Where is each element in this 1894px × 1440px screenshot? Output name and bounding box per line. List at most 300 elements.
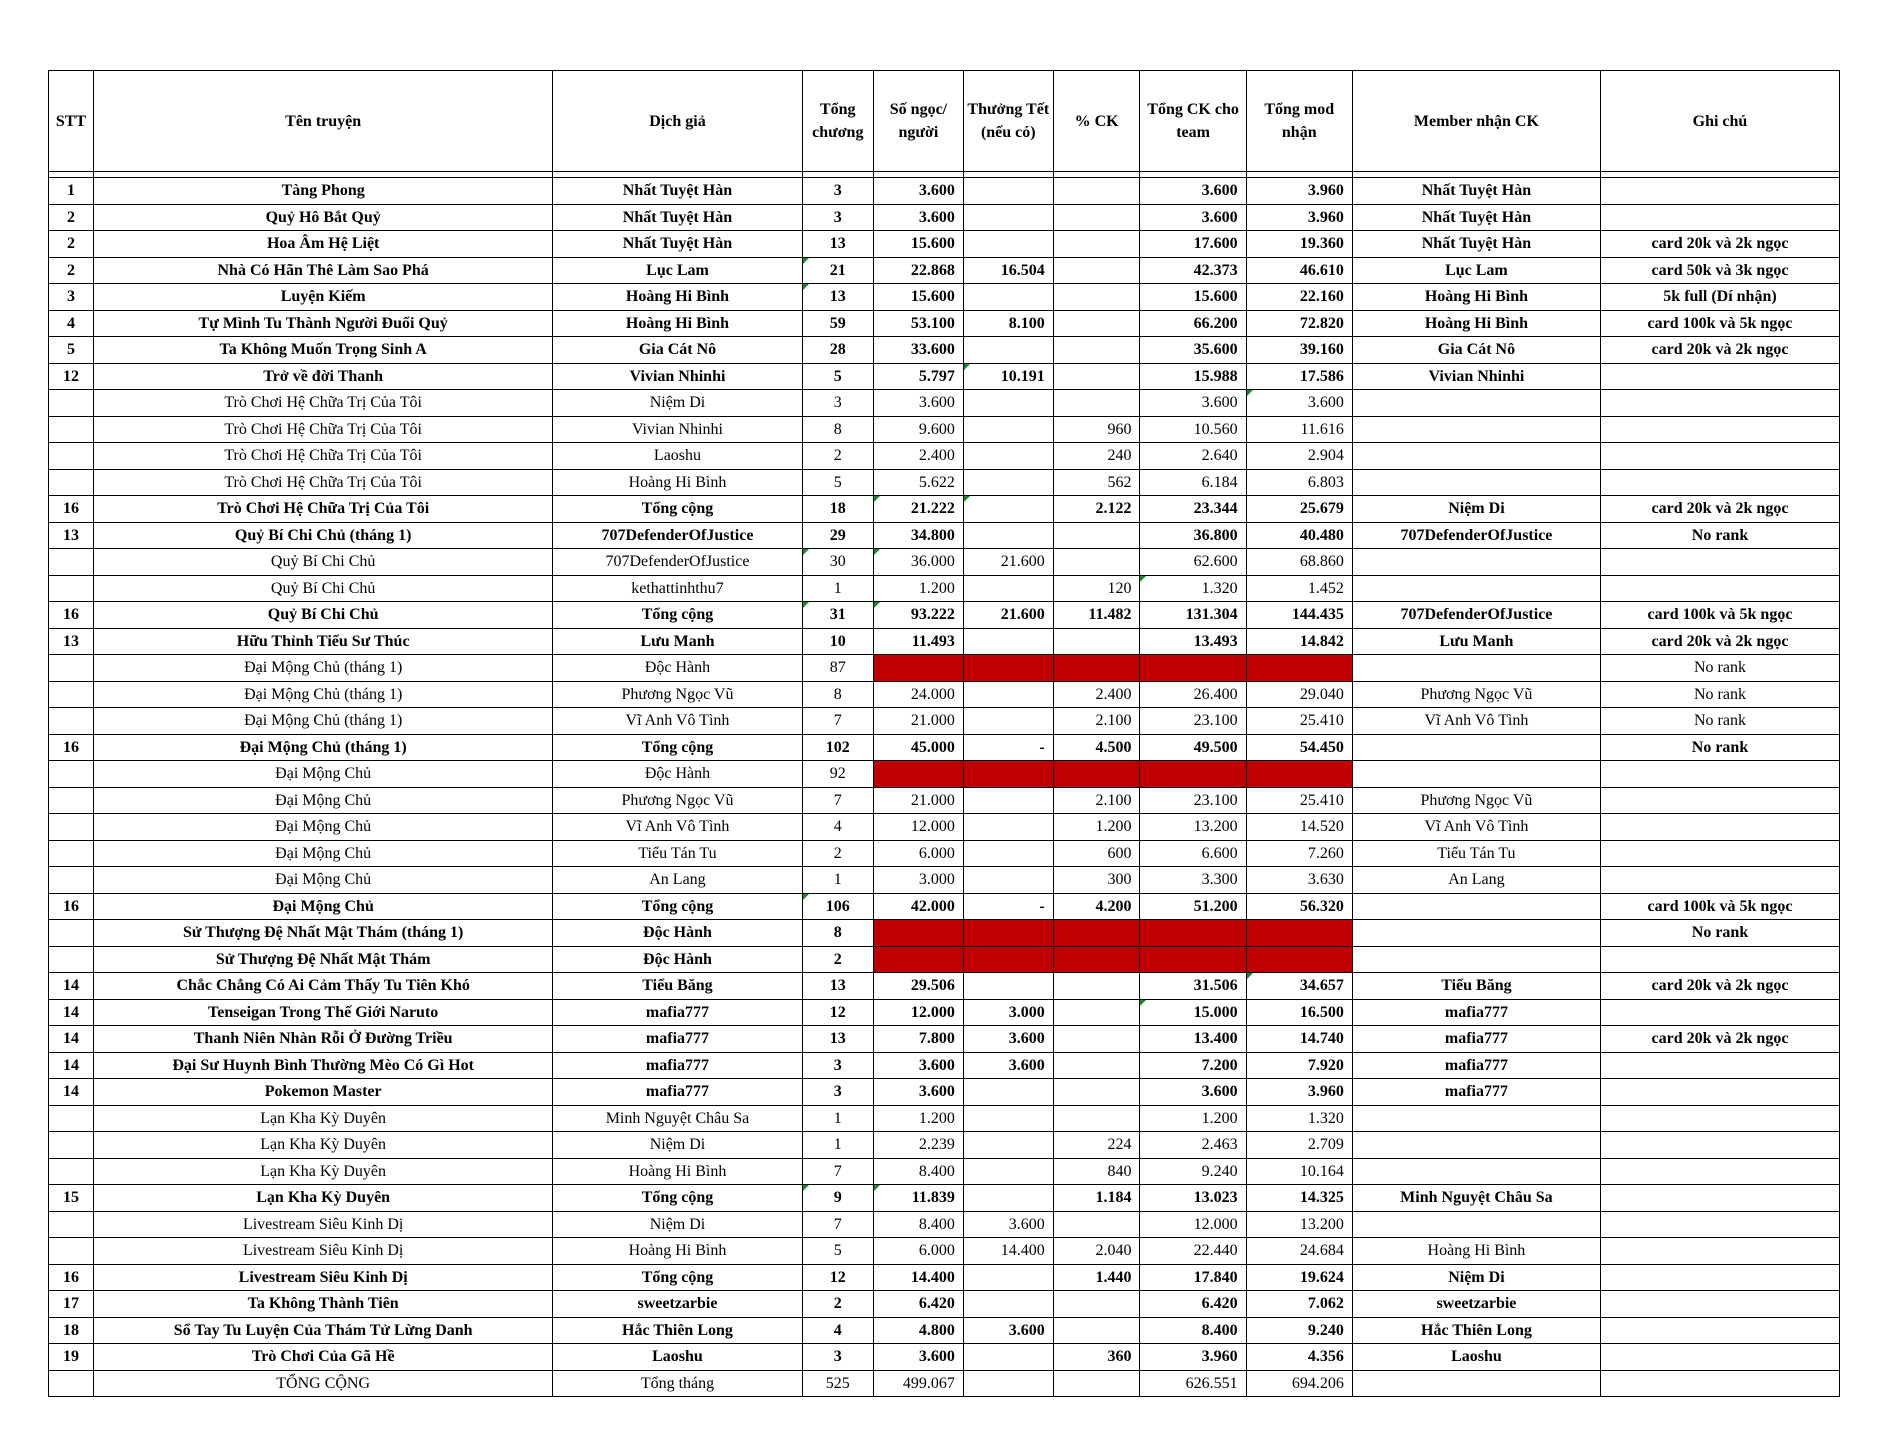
cell-chapters: 2 [802, 1291, 873, 1318]
cell-ck-percent: 840 [1053, 1158, 1140, 1185]
cell-team-total: 3.600 [1140, 390, 1246, 417]
cell-team-total [1140, 920, 1246, 947]
cell-chapters: 7 [802, 708, 873, 735]
cell-chapters: 5 [802, 1238, 873, 1265]
cell-title: Quỷ Bí Chi Chủ [93, 602, 552, 629]
cell-team-total: 13.400 [1140, 1026, 1246, 1053]
cell-ck-percent: 300 [1053, 867, 1140, 894]
cell-stt [49, 416, 94, 443]
cell-tet-bonus [963, 787, 1053, 814]
cell-ck-percent [1053, 549, 1140, 576]
cell-tet-bonus [963, 1132, 1053, 1159]
cell-mod-total: 4.356 [1246, 1344, 1352, 1371]
cell-tet-bonus [963, 681, 1053, 708]
cell-member [1352, 761, 1600, 788]
cell-tet-bonus [963, 443, 1053, 470]
cell-translator: 707DefenderOfJustice [553, 522, 802, 549]
cell-translator: mafia777 [553, 1079, 802, 1106]
cell-gems [874, 761, 964, 788]
cell-member: Vivian Nhinhi [1352, 363, 1600, 390]
cell-note: card 20k và 2k ngọc [1600, 973, 1839, 1000]
cell-chapters: 92 [802, 761, 873, 788]
cell-mod-total: 40.480 [1246, 522, 1352, 549]
cell-gems: 15.600 [874, 284, 964, 311]
table-row [49, 337, 1840, 364]
cell-mod-total: 39.160 [1246, 337, 1352, 364]
cell-mod-total: 22.160 [1246, 284, 1352, 311]
table-row [49, 867, 1840, 894]
cell-ck-percent [1053, 1026, 1140, 1053]
cell-chapters: 5 [802, 469, 873, 496]
header-mod-total: Tổng mod nhận [1246, 71, 1352, 172]
cell-team-total: 3.600 [1140, 178, 1246, 205]
table-row [49, 1317, 1840, 1344]
cell-translator: Hoàng Hi Bình [553, 1238, 802, 1265]
cell-translator: Hắc Thiên Long [553, 1317, 802, 1344]
cell-gems: 21.000 [874, 787, 964, 814]
cell-stt: 16 [49, 734, 94, 761]
cell-translator: Niệm Di [553, 390, 802, 417]
cell-member: mafia777 [1352, 1026, 1600, 1053]
header-member: Member nhận CK [1352, 71, 1600, 172]
cell-stt: 14 [49, 1079, 94, 1106]
cell-gems: 3.600 [874, 178, 964, 205]
cell-stt [49, 1238, 94, 1265]
cell-member: Phương Ngọc Vũ [1352, 787, 1600, 814]
cell-tet-bonus [963, 1344, 1053, 1371]
cell-title: Trò Chơi Hệ Chữa Trị Của Tôi [93, 390, 552, 417]
cell-title: Hoa Âm Hệ Liệt [93, 231, 552, 258]
cell-translator: Hoàng Hi Bình [553, 284, 802, 311]
cell-translator: Tổng cộng [553, 893, 802, 920]
cell-gems: 2.400 [874, 443, 964, 470]
cell-translator: Niệm Di [553, 1132, 802, 1159]
cell-chapters: 2 [802, 443, 873, 470]
cell-team-total: 36.800 [1140, 522, 1246, 549]
cell-stt [49, 787, 94, 814]
cell-note: card 100k và 5k ngọc [1600, 310, 1839, 337]
cell-stt: 16 [49, 893, 94, 920]
table-row [49, 231, 1840, 258]
cell-note [1600, 814, 1839, 841]
cell-tet-bonus [963, 761, 1053, 788]
cell-ck-percent [1053, 1317, 1140, 1344]
cell-gems: 34.800 [874, 522, 964, 549]
cell-translator: Laoshu [553, 443, 802, 470]
cell-member: Nhất Tuyệt Hàn [1352, 204, 1600, 231]
cell-gems: 42.000 [874, 893, 964, 920]
cell-title: Tự Mình Tu Thành Người Đuổi Quỷ [93, 310, 552, 337]
table-row [49, 390, 1840, 417]
cell-stt [49, 443, 94, 470]
cell-stt: 16 [49, 602, 94, 629]
cell-chapters: 87 [802, 655, 873, 682]
cell-chapters: 102 [802, 734, 873, 761]
cell-chapters: 8 [802, 920, 873, 947]
cell-title: Trò Chơi Của Gã Hề [93, 1344, 552, 1371]
cell-tet-bonus [963, 655, 1053, 682]
cell-member [1352, 469, 1600, 496]
table-row [49, 1132, 1840, 1159]
cell-mod-total: 11.616 [1246, 416, 1352, 443]
cell-stt: 14 [49, 1026, 94, 1053]
cell-note: card 50k và 3k ngọc [1600, 257, 1839, 284]
cell-title: Trò Chơi Hệ Chữa Trị Của Tôi [93, 416, 552, 443]
header-translator: Dịch giả [553, 71, 802, 172]
cell-stt [49, 1158, 94, 1185]
cell-tet-bonus: 3.600 [963, 1317, 1053, 1344]
cell-stt [49, 946, 94, 973]
cell-mod-total: 14.740 [1246, 1026, 1352, 1053]
cell-gems: 12.000 [874, 814, 964, 841]
cell-member: Niệm Di [1352, 1264, 1600, 1291]
table-row [49, 363, 1840, 390]
cell-member: Hoàng Hi Bình [1352, 284, 1600, 311]
cell-translator: mafia777 [553, 1052, 802, 1079]
cell-mod-total: 17.586 [1246, 363, 1352, 390]
cell-translator: Hoàng Hi Bình [553, 310, 802, 337]
cell-member [1352, 416, 1600, 443]
cell-note: card 20k và 2k ngọc [1600, 496, 1839, 523]
cell-mod-total: 14.325 [1246, 1185, 1352, 1212]
cell-ck-percent: 2.100 [1053, 787, 1140, 814]
cell-gems: 3.600 [874, 1344, 964, 1371]
cell-member [1352, 390, 1600, 417]
cell-team-total: 3.960 [1140, 1344, 1246, 1371]
cell-title: Quỷ Bí Chi Chủ [93, 575, 552, 602]
cell-member: Vĩ Anh Vô Tình [1352, 814, 1600, 841]
cell-mod-total: 54.450 [1246, 734, 1352, 761]
cell-gems [874, 920, 964, 947]
cell-team-total: 10.560 [1140, 416, 1246, 443]
cell-team-total: 13.493 [1140, 628, 1246, 655]
cell-title: Lạn Kha Kỳ Duyên [93, 1158, 552, 1185]
header-title: Tên truyện [93, 71, 552, 172]
table-row [49, 204, 1840, 231]
cell-chapters: 13 [802, 284, 873, 311]
cell-mod-total [1246, 946, 1352, 973]
cell-title: Trò Chơi Hệ Chữa Trị Của Tôi [93, 496, 552, 523]
cell-gems: 53.100 [874, 310, 964, 337]
cell-translator: Phương Ngọc Vũ [553, 681, 802, 708]
cell-mod-total: 2.904 [1246, 443, 1352, 470]
cell-translator: Nhất Tuyệt Hàn [553, 178, 802, 205]
cell-title: Đại Mộng Chủ [93, 893, 552, 920]
cell-member: Gia Cát Nô [1352, 337, 1600, 364]
cell-member: Tiểu Tán Tu [1352, 840, 1600, 867]
cell-team-total: 13.200 [1140, 814, 1246, 841]
cell-member [1352, 443, 1600, 470]
cell-stt: 19 [49, 1344, 94, 1371]
cell-translator: Gia Cát Nô [553, 337, 802, 364]
cell-translator: Nhất Tuyệt Hàn [553, 204, 802, 231]
cell-gems [874, 946, 964, 973]
cell-tet-bonus [963, 284, 1053, 311]
cell-member: sweetzarbie [1352, 1291, 1600, 1318]
header-chapters: Tổng chương [802, 71, 873, 172]
cell-mod-total: 1.320 [1246, 1105, 1352, 1132]
cell-mod-total: 7.260 [1246, 840, 1352, 867]
cell-title: Chắc Chẳng Có Ai Cảm Thấy Tu Tiên Khó [93, 973, 552, 1000]
cell-member [1352, 1211, 1600, 1238]
cell-gems: 29.506 [874, 973, 964, 1000]
cell-tet-bonus [963, 840, 1053, 867]
cell-ck-percent: 562 [1053, 469, 1140, 496]
cell-member: Niệm Di [1352, 496, 1600, 523]
cell-note: No rank [1600, 655, 1839, 682]
cell-gems: 21.222 [874, 496, 964, 523]
cell-ck-percent: 600 [1053, 840, 1140, 867]
cell-note [1600, 1132, 1839, 1159]
cell-mod-total: 29.040 [1246, 681, 1352, 708]
cell-chapters: 4 [802, 1317, 873, 1344]
cell-gems: 9.600 [874, 416, 964, 443]
cell-note: No rank [1600, 734, 1839, 761]
header-gems-per-person: Số ngọc/ người [874, 71, 964, 172]
table-row [49, 1291, 1840, 1318]
cell-ck-percent [1053, 1211, 1140, 1238]
cell-gems [874, 655, 964, 682]
table-row [49, 178, 1840, 205]
cell-stt: 18 [49, 1317, 94, 1344]
cell-title: Livestream Siêu Kinh Dị [93, 1264, 552, 1291]
table-row [49, 496, 1840, 523]
cell-title: Đại Mộng Chủ (tháng 1) [93, 708, 552, 735]
cell-team-total: 15.600 [1140, 284, 1246, 311]
cell-translator: Tổng cộng [553, 1185, 802, 1212]
cell-ck-percent [1053, 1291, 1140, 1318]
cell-gems: 14.400 [874, 1264, 964, 1291]
cell-member: Nhất Tuyệt Hàn [1352, 231, 1600, 258]
cell-team-total: 2.463 [1140, 1132, 1246, 1159]
cell-team-total: 7.200 [1140, 1052, 1246, 1079]
cell-chapters: 28 [802, 337, 873, 364]
cell-mod-total: 19.360 [1246, 231, 1352, 258]
cell-note [1600, 761, 1839, 788]
cell-mod-total: 9.240 [1246, 1317, 1352, 1344]
cell-stt [49, 681, 94, 708]
cell-tet-bonus: 10.191 [963, 363, 1053, 390]
cell-mod-total: 24.684 [1246, 1238, 1352, 1265]
header-row [49, 71, 1840, 172]
cell-tet-bonus [963, 628, 1053, 655]
cell-translator: Vivian Nhinhi [553, 363, 802, 390]
cell-mod-total: 16.500 [1246, 999, 1352, 1026]
cell-note: card 100k và 5k ngọc [1600, 893, 1839, 920]
cell-chapters: 3 [802, 390, 873, 417]
cell-gems: 93.222 [874, 602, 964, 629]
cell-stt: 16 [49, 1264, 94, 1291]
cell-gems: 4.800 [874, 1317, 964, 1344]
cell-title: Sử Thượng Đệ Nhất Mật Thám (tháng 1) [93, 920, 552, 947]
cell-ck-percent: 1.440 [1053, 1264, 1140, 1291]
cell-tet-bonus: 3.600 [963, 1211, 1053, 1238]
table-row [49, 1211, 1840, 1238]
cell-gems: 6.000 [874, 1238, 964, 1265]
cell-team-total: 1.200 [1140, 1105, 1246, 1132]
cell-member [1352, 920, 1600, 947]
cell-tet-bonus: 14.400 [963, 1238, 1053, 1265]
cell-note [1600, 1105, 1839, 1132]
cell-title: Trò Chơi Hệ Chữa Trị Của Tôi [93, 469, 552, 496]
cell-translator: Tổng tháng [553, 1370, 802, 1397]
cell-tet-bonus [963, 920, 1053, 947]
cell-ck-percent [1053, 655, 1140, 682]
cell-gems: 21.000 [874, 708, 964, 735]
cell-note: No rank [1600, 920, 1839, 947]
cell-member [1352, 575, 1600, 602]
cell-chapters: 3 [802, 178, 873, 205]
cell-tet-bonus [963, 416, 1053, 443]
cell-mod-total: 144.435 [1246, 602, 1352, 629]
table-row [49, 1264, 1840, 1291]
cell-title: Trở về đời Thanh [93, 363, 552, 390]
cell-team-total: 8.400 [1140, 1317, 1246, 1344]
cell-gems: 7.800 [874, 1026, 964, 1053]
cell-stt: 16 [49, 496, 94, 523]
cell-stt [49, 840, 94, 867]
cell-member: Minh Nguyệt Châu Sa [1352, 1185, 1600, 1212]
cell-stt [49, 549, 94, 576]
cell-ck-percent [1053, 973, 1140, 1000]
cell-ck-percent: 2.122 [1053, 496, 1140, 523]
cell-ck-percent [1053, 946, 1140, 973]
cell-ck-percent: 2.040 [1053, 1238, 1140, 1265]
cell-ck-percent [1053, 628, 1140, 655]
cell-title: Đại Mộng Chủ [93, 814, 552, 841]
cell-stt [49, 469, 94, 496]
table-row [49, 575, 1840, 602]
cell-mod-total: 694.206 [1246, 1370, 1352, 1397]
cell-translator: Tổng cộng [553, 496, 802, 523]
cell-mod-total: 68.860 [1246, 549, 1352, 576]
cell-ck-percent [1053, 999, 1140, 1026]
cell-gems: 2.239 [874, 1132, 964, 1159]
cell-chapters: 1 [802, 1132, 873, 1159]
cell-member [1352, 1132, 1600, 1159]
cell-title: Livestream Siêu Kinh Dị [93, 1238, 552, 1265]
table-row [49, 1344, 1840, 1371]
table-row [49, 708, 1840, 735]
cell-title: Trò Chơi Hệ Chữa Trị Của Tôi [93, 443, 552, 470]
cell-stt [49, 867, 94, 894]
table-row [49, 1158, 1840, 1185]
cell-mod-total: 25.410 [1246, 708, 1352, 735]
cell-ck-percent [1053, 363, 1140, 390]
cell-title: Đại Mộng Chủ (tháng 1) [93, 655, 552, 682]
cell-stt: 17 [49, 1291, 94, 1318]
cell-member: 707DefenderOfJustice [1352, 522, 1600, 549]
cell-stt: 15 [49, 1185, 94, 1212]
cell-title: Đại Mộng Chủ (tháng 1) [93, 681, 552, 708]
cell-tet-bonus [963, 1105, 1053, 1132]
cell-stt: 14 [49, 1052, 94, 1079]
cell-ck-percent: 2.100 [1053, 708, 1140, 735]
cell-member: Phương Ngọc Vũ [1352, 681, 1600, 708]
cell-chapters: 3 [802, 1344, 873, 1371]
cell-chapters: 59 [802, 310, 873, 337]
cell-chapters: 3 [802, 204, 873, 231]
cell-gems: 1.200 [874, 575, 964, 602]
cell-translator: Độc Hành [553, 920, 802, 947]
cell-chapters: 1 [802, 1105, 873, 1132]
cell-member: An Lang [1352, 867, 1600, 894]
cell-translator: kethattinhthu7 [553, 575, 802, 602]
table-row [49, 787, 1840, 814]
cell-ck-percent: 240 [1053, 443, 1140, 470]
cell-team-total: 626.551 [1140, 1370, 1246, 1397]
cell-chapters: 1 [802, 867, 873, 894]
cell-title: Hữu Thỉnh Tiểu Sư Thúc [93, 628, 552, 655]
cell-tet-bonus [963, 708, 1053, 735]
cell-stt: 5 [49, 337, 94, 364]
cell-note: card 20k và 2k ngọc [1600, 628, 1839, 655]
cell-mod-total: 6.803 [1246, 469, 1352, 496]
table-row [49, 1105, 1840, 1132]
cell-ck-percent [1053, 231, 1140, 258]
cell-team-total [1140, 655, 1246, 682]
cell-tet-bonus: 8.100 [963, 310, 1053, 337]
header-team-total: Tổng CK cho team [1140, 71, 1246, 172]
cell-note: card 100k và 5k ngọc [1600, 602, 1839, 629]
cell-title: Thanh Niên Nhàn Rỗi Ở Đường Triều [93, 1026, 552, 1053]
cell-note [1600, 1344, 1839, 1371]
cell-team-total: 3.300 [1140, 867, 1246, 894]
table-row [49, 1052, 1840, 1079]
cell-tet-bonus [963, 1264, 1053, 1291]
cell-stt [49, 1370, 94, 1397]
cell-mod-total: 10.164 [1246, 1158, 1352, 1185]
header-note: Ghi chú [1600, 71, 1839, 172]
cell-gems: 3.600 [874, 1079, 964, 1106]
cell-note [1600, 1211, 1839, 1238]
cell-note [1600, 1291, 1839, 1318]
cell-chapters: 3 [802, 1052, 873, 1079]
cell-mod-total: 13.200 [1246, 1211, 1352, 1238]
cell-mod-total: 3.960 [1246, 178, 1352, 205]
cell-mod-total: 19.624 [1246, 1264, 1352, 1291]
cell-stt [49, 814, 94, 841]
cell-gems: 1.200 [874, 1105, 964, 1132]
cell-ck-percent: 960 [1053, 416, 1140, 443]
table-row [49, 1370, 1840, 1397]
table-row [49, 1238, 1840, 1265]
cell-ck-percent: 11.482 [1053, 602, 1140, 629]
cell-stt [49, 761, 94, 788]
cell-gems: 3.600 [874, 390, 964, 417]
cell-team-total: 13.023 [1140, 1185, 1246, 1212]
cell-chapters: 13 [802, 973, 873, 1000]
cell-mod-total [1246, 920, 1352, 947]
header-tet-bonus: Thưởng Tết (nếu có) [963, 71, 1053, 172]
cell-stt [49, 575, 94, 602]
table-row [49, 920, 1840, 947]
cell-team-total: 2.640 [1140, 443, 1246, 470]
cell-note [1600, 204, 1839, 231]
cell-chapters: 29 [802, 522, 873, 549]
cell-chapters: 1 [802, 575, 873, 602]
cell-note [1600, 443, 1839, 470]
cell-translator: Lưu Manh [553, 628, 802, 655]
cell-mod-total: 56.320 [1246, 893, 1352, 920]
cell-chapters: 7 [802, 787, 873, 814]
cell-member: Nhất Tuyệt Hàn [1352, 178, 1600, 205]
cell-gems: 3.600 [874, 1052, 964, 1079]
cell-team-total: 15.988 [1140, 363, 1246, 390]
cell-translator: Nhất Tuyệt Hàn [553, 231, 802, 258]
cell-tet-bonus [963, 1291, 1053, 1318]
cell-gems: 45.000 [874, 734, 964, 761]
